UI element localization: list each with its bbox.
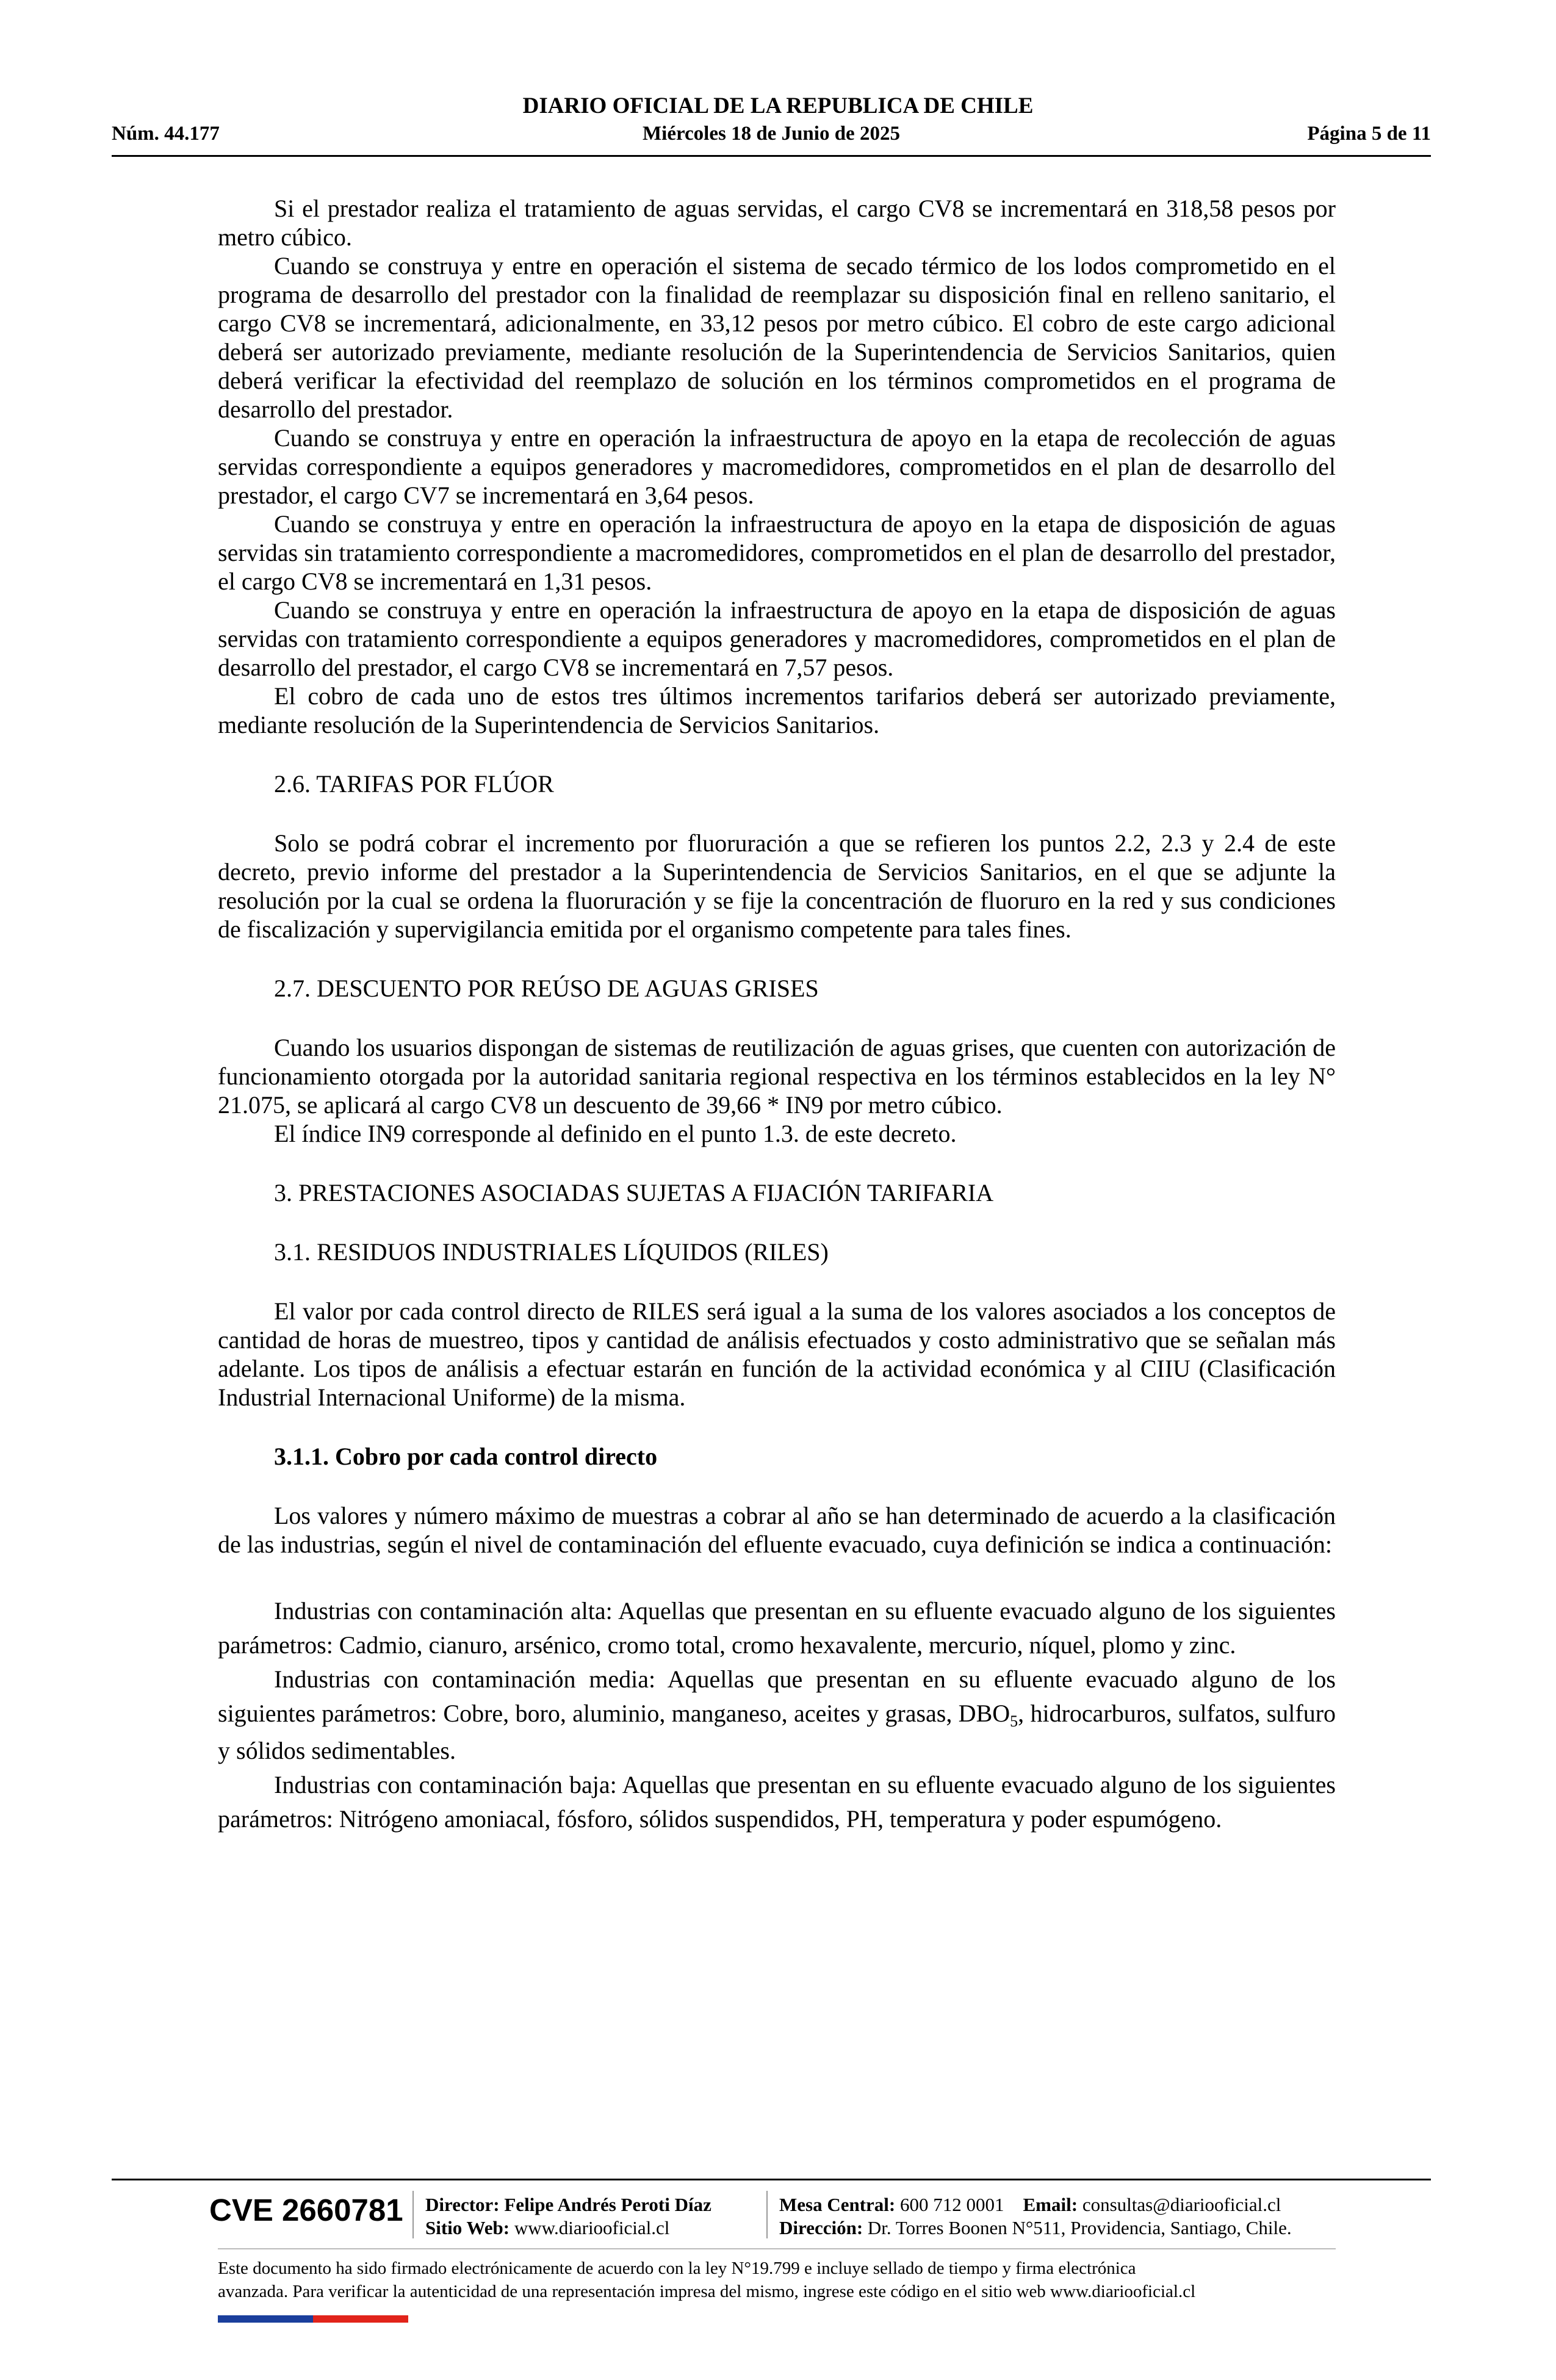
cve-code: CVE 2660781 [209,2193,403,2227]
section-heading-3-1-1: 3.1.1. Cobro por cada control directo [274,1443,658,1470]
section-heading-3: 3. PRESTACIONES ASOCIADAS SUJETAS A FIJACIÓN TARIFARIA [274,1179,994,1206]
director-name: Felipe Andrés Peroti Díaz [504,2194,711,2215]
section-heading-2-6: 2.6. TARIFAS POR FLÚOR [274,770,554,798]
flag-stripe [218,2315,408,2323]
footer-divider [112,2179,1431,2180]
website-link[interactable]: www.diariooficial.cl [514,2217,670,2238]
signature-notice: Este documento ha sido firmado electrónicamente de acuerdo con la ley N°19.799 e incluye sellado de tiempo y firma electrónica avanzada. Para verificar la autenticidad de una representación impresa del mismo, ingrese este código en el sitio web www.diariooficial.cl [218,2259,1196,2301]
flag-blue [218,2315,313,2323]
issue-date: Miércoles 18 de Junio de 2025 [643,123,900,145]
page-indicator: Página 5 de 11 [1307,123,1431,145]
paragraph: Solo se podrá cobrar el incremento por fluoruración a que se refieren los puntos 2.2, 2.3 y 2.4 de este decreto, previo informe del prestador a la Superintendencia de Servicios Sanitarios, en el que se adjunte la resolución por la cual se ordena la fluoruración y se fije la concentración de fluoruro en la red y sus condiciones de fiscalización y supervigilancia emitida por el organismo competente para tales fines. [218,829,1336,943]
paragraph: Cuando se construya y entre en operación la infraestructura de apoyo en la etapa de recolección de aguas servidas correspondiente a equipos generadores y macromedidores, comprometidos en el plan de desarrollo del prestador, el cargo CV7 se incrementará en 3,64 pesos. [218,424,1336,509]
paragraph-low: Industrias con contaminación baja: Aquellas que presentan en su efluente evacuado alguno de los siguientes parámetros: Nitrógeno amoniacal, fósforo, sólidos suspendidos, PH, temperatura y poder espumógeno. [218,1771,1336,1833]
paragraph-medium: Industrias con contaminación media: Aquellas que presentan en su efluente evacuado alguno de los siguientes parámetros: Cobre, boro, aluminio, manganeso, aceites y grasas, $DBO_5$, hidrocarburos, sulfatos, sulfuro y sólidos sedimentables. [218,1665,1336,1764]
paragraph: Cuando se construya y entre en operación la infraestructura de apoyo en la etapa de disposición de aguas servidas con tratamiento correspondiente a equipos generadores y macromedidores, comprometidos en el plan de desarrollo del prestador, el cargo CV8 se incrementará en 7,57 pesos. [218,596,1336,681]
footer-contact-info: Mesa Central: 600 712 0001 Email: consultas@diariooficial.cl Dirección: Dr. Torres Boonen N°511, Providencia, Santiago, Chile. [779,2194,1292,2238]
section-heading-3-1: 3.1. RESIDUOS INDUSTRIALES LÍQUIDOS (RILES) [274,1238,829,1266]
address: Dr. Torres Boonen N°511, Providencia, Santiago, Chile. [867,2217,1292,2238]
phone-number: 600 712 0001 [900,2194,1004,2215]
contamination-levels [218,1594,1336,1836]
paragraph: Si el prestador realiza el tratamiento de aguas servidas, el cargo CV8 se incrementará en 318,58 pesos por metro cúbico. [218,195,1336,251]
paragraph: El cobro de cada uno de estos tres últimos incrementos tarifarios deberá ser autorizado previamente, mediante resolución de la Superintendencia de Servicios Sanitarios. [218,682,1336,738]
paragraph: El índice IN9 corresponde al definido en el punto 1.3. de este decreto. [274,1120,957,1147]
issue-number: Núm. 44.177 [112,123,220,145]
document-body [218,194,1336,1836]
newspaper-title: DIARIO OFICIAL DE LA REPUBLICA DE CHILE [522,93,1034,118]
footer-subdivider [218,2248,1336,2249]
paragraph: Cuando los usuarios dispongan de sistemas de reutilización de aguas grises, que cuenten con autorización de funcionamiento otorgada por la autoridad sanitaria regional respectiva en los términos establecidos en la ley N° 21.075, se aplicará al cargo CV8 un descuento de 39,66 * IN9 por metro cúbico. [218,1034,1336,1119]
header-divider [112,155,1431,157]
email-link[interactable]: consultas@diariooficial.cl [1082,2194,1281,2215]
paragraph: Cuando se construya y entre en operación la infraestructura de apoyo en la etapa de disposición de aguas servidas sin tratamiento correspondiente a macromedidores, comprometidos en el plan de desarrollo del prestador, el cargo CV8 se incrementará en 1,31 pesos. [218,510,1336,595]
footer-separator [412,2191,414,2238]
footer-director-info: Director: Felipe Andrés Peroti Díaz Sitio Web: www.diariooficial.cl [425,2194,711,2238]
flag-red [313,2315,408,2323]
paragraph: Cuando se construya y entre en operación el sistema de secado térmico de los lodos comprometido en el programa de desarrollo del prestador con la finalidad de reemplazar su disposición final en relleno sanitario, el cargo CV8 se incrementará, adicionalmente, en 33,12 pesos por metro cúbico. El cobro de este cargo adicional deberá ser autorizado previamente, mediante resolución de la Superintendencia de Servicios Sanitarios, quien deberá verificar la efectividad del reemplazo de solución en los términos comprometidos en el programa de desarrollo del prestador. [218,252,1336,423]
paragraph: El valor por cada control directo de RILES será igual a la suma de los valores asociados a los conceptos de cantidad de horas de muestreo, tipos y cantidad de análisis efectuados y costo administrativo que se señalan más adelante. Los tipos de análisis a efectuar estarán en función de la actividad económica y al CIIU (Clasificación Industrial Internacional Uniforme) de la misma. [218,1297,1336,1411]
header-row [112,120,1431,148]
paragraph: Los valores y número máximo de muestras a cobrar al año se han determinado de acuerdo a la clasificación de las industrias, según el nivel de contaminación del efluente evacuado, cuya definición se indica a continuación: [218,1502,1336,1558]
section-heading-2-7: 2.7. DESCUENTO POR REÚSO DE AGUAS GRISES [274,975,819,1002]
paragraph-high: Industrias con contaminación alta: Aquellas que presentan en su efluente evacuado alguno de los siguientes parámetros: Cadmio, cianuro, arsénico, cromo total, cromo hexavalente, mercurio, níquel, plomo y zinc. [218,1597,1336,1659]
footer-separator [766,2191,768,2238]
